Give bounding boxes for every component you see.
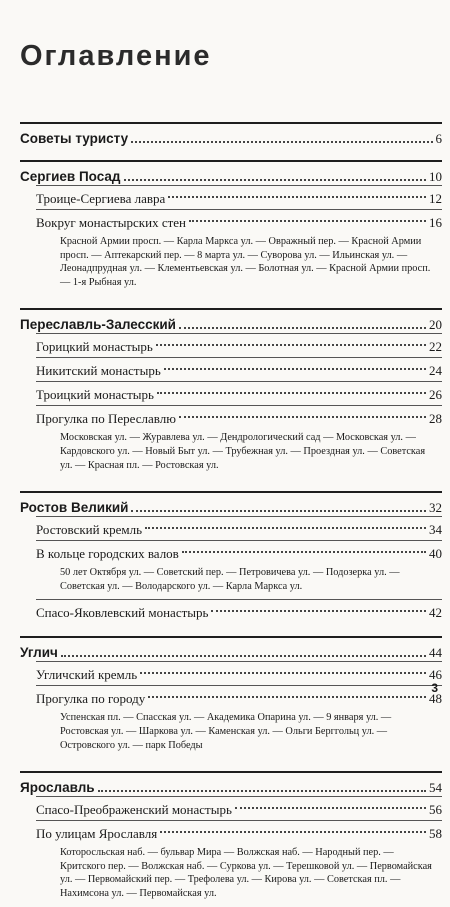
toc-section-row[interactable] xyxy=(36,540,442,564)
dot-leader xyxy=(61,655,426,657)
section-page: 28 xyxy=(429,410,442,426)
section-title: Прогулка по Переславлю xyxy=(36,410,176,426)
section-title: Горицкий монастырь xyxy=(36,338,153,354)
dot-leader xyxy=(157,392,426,394)
toc-section-row[interactable] xyxy=(36,820,442,844)
toc-section-row[interactable] xyxy=(36,661,442,685)
dot-leader xyxy=(189,220,426,222)
toc-section-row[interactable] xyxy=(36,185,442,209)
section-title: В кольце городских валов xyxy=(36,545,179,561)
chapter-title: Углич xyxy=(20,645,58,661)
section-page: 46 xyxy=(429,666,442,682)
chapter-page: 32 xyxy=(429,500,442,516)
dot-leader xyxy=(131,141,432,143)
toc-chapter-row[interactable] xyxy=(20,124,442,147)
toc-section-row[interactable] xyxy=(36,357,442,381)
route-streets: Красной Армии просп. — Карла Маркса ул. — Овражный пер. — Красной Армии просп. — Аптекарский пер. — 8 марта ул. — Суворова ул. — Ильинская ул. — Леонадпрудная ул. — Клементьевская ул. — Болотная ул. — Красной Армии просп. — 1-я Рыбная ул. xyxy=(60,236,431,288)
toc-section-row[interactable] xyxy=(36,381,442,405)
toc-chapter xyxy=(20,160,442,295)
dot-leader xyxy=(131,510,426,512)
dot-leader xyxy=(179,416,426,418)
toc-chapter-row[interactable] xyxy=(20,493,442,516)
chapter-page: 6 xyxy=(435,131,442,146)
table-of-contents xyxy=(20,122,442,907)
section-page: 58 xyxy=(429,825,442,841)
dot-leader xyxy=(124,179,426,181)
section-title: Спасо-Яковлевский монастырь xyxy=(36,604,209,620)
section-page: 26 xyxy=(429,386,442,402)
toc-chapter xyxy=(20,491,442,623)
page-title: Оглавление xyxy=(20,40,212,72)
dot-leader xyxy=(179,327,426,329)
dot-leader xyxy=(211,610,426,612)
section-title: Ростовский кремль xyxy=(36,521,143,537)
chapter-title: Советы туристу xyxy=(20,131,129,146)
toc-section-row[interactable] xyxy=(36,599,442,623)
chapter-title: Переславль-Залесский xyxy=(20,317,176,333)
section-page: 34 xyxy=(429,521,442,537)
route-streets: Успенская пл. — Спасская ул. — Академика Опарина ул. — 9 января ул. — Ростовская ул. — Шаркова ул. — Каменская ул. — Ольги Берггольц ул. — Островского ул. — парк Победы xyxy=(60,712,392,751)
chapter-title: Сергиев Посад xyxy=(20,169,121,184)
toc-section-row[interactable] xyxy=(36,796,442,820)
dot-leader xyxy=(156,344,426,346)
dot-leader xyxy=(182,551,426,553)
dot-leader xyxy=(168,196,426,198)
dot-leader xyxy=(145,527,426,529)
dot-leader xyxy=(148,696,426,698)
chapter-title: Ярославль xyxy=(20,780,95,796)
chapter-page: 54 xyxy=(429,780,442,796)
section-page: 24 xyxy=(429,362,442,378)
toc-chapter xyxy=(20,636,442,758)
chapter-title: Ростов Великий xyxy=(20,500,129,516)
bleed-through-text xyxy=(358,56,450,116)
toc-section-row[interactable] xyxy=(36,333,442,357)
dot-leader xyxy=(160,831,426,833)
dot-leader xyxy=(98,790,426,792)
toc-section-row[interactable] xyxy=(36,685,442,709)
toc-section-row[interactable] xyxy=(36,516,442,540)
section-page: 56 xyxy=(429,801,442,817)
section-page: 12 xyxy=(429,190,442,206)
dot-leader xyxy=(140,672,426,674)
section-title: Угличский кремль xyxy=(36,666,138,682)
section-title: Троице-Сергиева лавра xyxy=(36,190,166,206)
chapter-page: 44 xyxy=(429,645,442,661)
section-title: Никитский монастырь xyxy=(36,362,161,378)
chapter-page: 20 xyxy=(429,317,442,333)
toc-chapter-row[interactable] xyxy=(20,162,442,185)
toc-chapter xyxy=(20,771,442,906)
section-title: Вокруг монастырских стен xyxy=(36,214,187,230)
section-title: Прогулка по городу xyxy=(36,690,146,706)
section-title: Спасо-Преображенский монастырь xyxy=(36,801,232,817)
toc-chapter xyxy=(20,308,442,478)
route-streets: 50 лет Октября ул. — Советский пер. — Петровичева ул. — Подозерка ул. — Советская ул. — Володарского ул. — Карла Маркса ул. xyxy=(60,567,400,592)
section-page: 40 xyxy=(429,545,442,561)
section-page: 48 xyxy=(429,690,442,706)
toc-chapter-row[interactable] xyxy=(20,310,442,333)
toc-section-row[interactable] xyxy=(36,405,442,429)
toc-chapter xyxy=(20,122,442,147)
section-title: Троицкий монастырь xyxy=(36,386,154,402)
toc-chapter-row[interactable] xyxy=(20,638,442,661)
section-page: 42 xyxy=(429,604,442,620)
toc-section-row[interactable] xyxy=(36,209,442,233)
page-number: 3 xyxy=(431,681,438,695)
toc-chapter-row[interactable] xyxy=(20,773,442,796)
route-streets: Которосльская наб. — бульвар Мира — Волжская наб. — Народный пер. — Критского пер. — Волжская наб. — Суркова ул. — Терешковой ул. — Первомайская ул. — Первомайский пер. — Трефолева ул. — Кирова ул. — Советская пл. — Нахимсона ул. — Первомайская ул. xyxy=(60,847,432,899)
section-page: 16 xyxy=(429,214,442,230)
chapter-page: 10 xyxy=(429,169,442,184)
section-page: 22 xyxy=(429,338,442,354)
section-title: По улицам Ярославля xyxy=(36,825,158,841)
dot-leader xyxy=(164,368,426,370)
dot-leader xyxy=(235,807,426,809)
route-streets: Московская ул. — Журавлева ул. — Дендрологический сад — Московская ул. — Кардовского ул. — Новый Быт ул. — Трубежная ул. — Проездная ул. — Советская ул. — Красная пл. — Ростовская ул. xyxy=(60,432,426,471)
